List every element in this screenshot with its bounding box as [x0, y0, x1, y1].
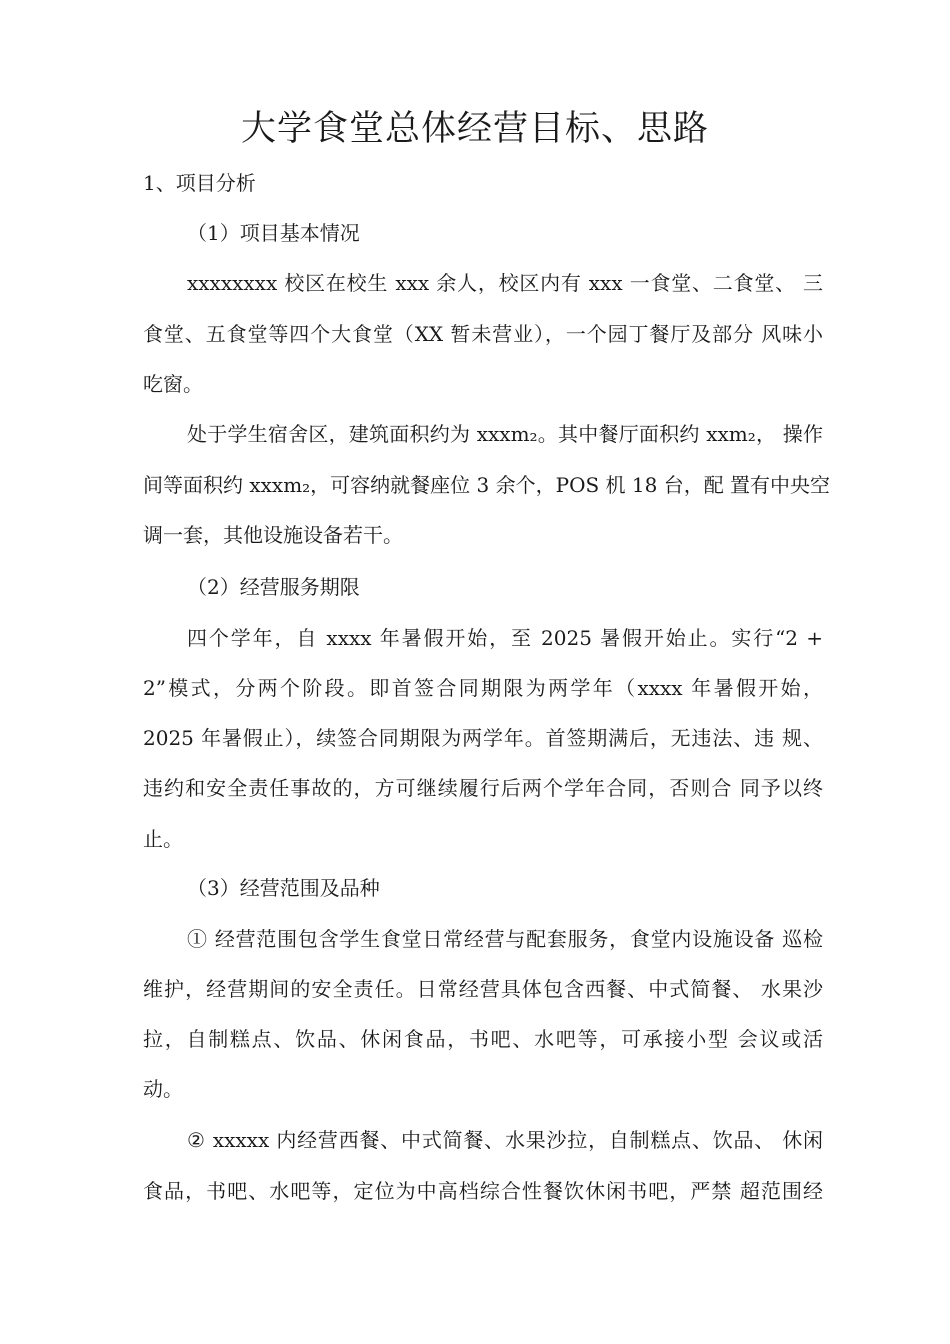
paragraph-line: 四个学年，自 xxxx 年暑假开始，至 2025 暑假开始止。实行“2 + [187, 626, 823, 650]
paragraph-line: 2025 年暑假止），续签合同期限为两学年。首签期满后，无违法、违 规、 [143, 726, 823, 750]
subsection-heading: （1）项目基本情况 [187, 221, 360, 245]
paragraph-line: 吃窗。 [143, 372, 203, 396]
subsection-heading: （2）经营服务期限 [187, 575, 360, 599]
paragraph-line: 间等面积约 xxxm₂，可容纳就餐座位 3 余个，POS 机 18 台，配 置有中央空 [143, 473, 831, 497]
paragraph-line: 调一套，其他设施设备若干。 [143, 523, 403, 547]
paragraph-line: 违约和安全责任事故的，方可继续履行后两个学年合同，否则合 同予以终 [143, 776, 823, 800]
paragraph-line: 食品，书吧、水吧等，定位为中高档综合性餐饮休闲书吧，严禁 超范围经 [143, 1179, 823, 1203]
section-heading: 1、项目分析 [143, 171, 256, 195]
document-title: 大学食堂总体经营目标、思路 [240, 109, 709, 149]
paragraph-line: 止。 [143, 827, 183, 851]
paragraph-line: 食堂、五食堂等四个大食堂（XX 暂未营业），一个园丁餐厅及部分 风味小 [143, 322, 823, 346]
paragraph-line: 拉，自制糕点、饮品、休闲食品，书吧、水吧等，可承接小型 会议或活 [143, 1027, 823, 1051]
paragraph-line: 处于学生宿舍区，建筑面积约为 xxxm₂。其中餐厅面积约 xxm₂， 操作 [187, 422, 823, 446]
paragraph-line: 维护，经营期间的安全责任。日常经营具体包含西餐、中式简餐、 水果沙 [143, 977, 823, 1001]
paragraph-line: 2”模式，分两个阶段。即首签合同期限为两学年（xxxx 年暑假开始， [143, 676, 823, 700]
paragraph-line: xxxxxxxx 校区在校生 xxx 余人，校区内有 xxx 一食堂、二食堂、 三 [187, 271, 823, 295]
subsection-heading: （3）经营范围及品种 [187, 876, 380, 900]
paragraph-line: ② xxxxx 内经营西餐、中式简餐、水果沙拉，自制糕点、饮品、 休闲 [187, 1128, 823, 1152]
paragraph-line: 动。 [143, 1077, 183, 1101]
paragraph-line: ① 经营范围包含学生食堂日常经营与配套服务，食堂内设施设备 巡检 [187, 927, 823, 951]
